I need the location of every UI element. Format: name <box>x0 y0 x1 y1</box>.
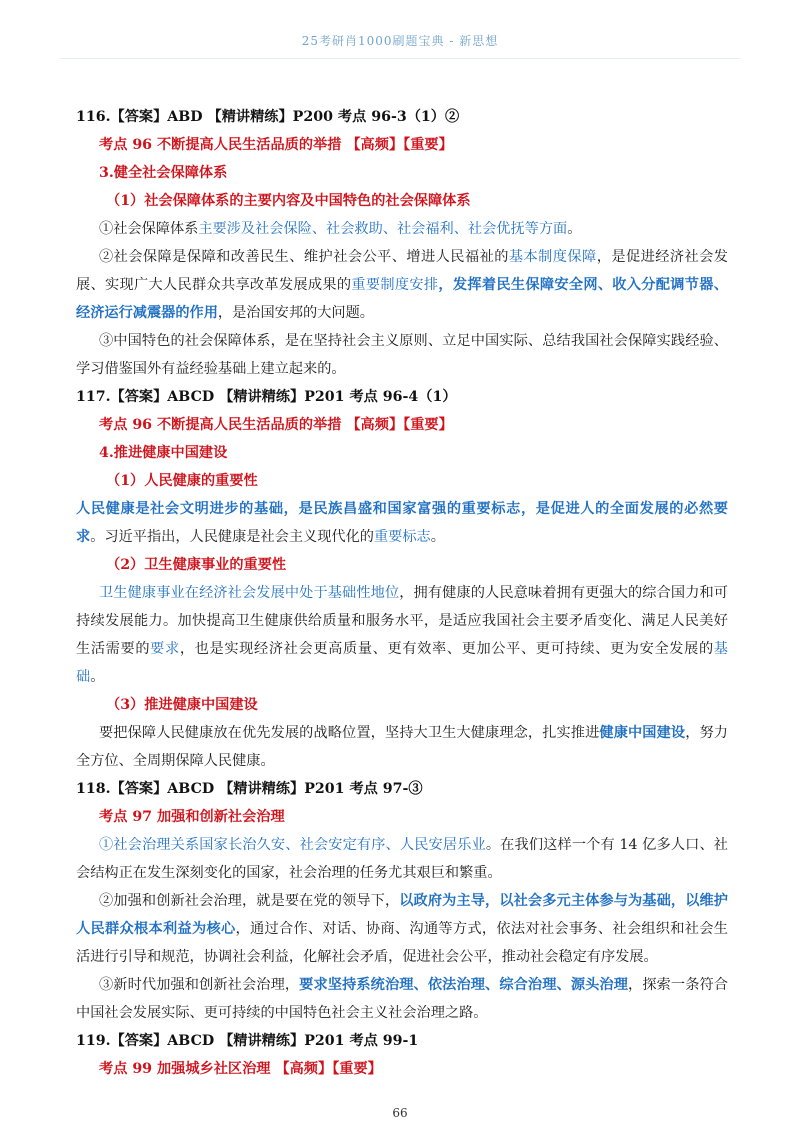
text: ，是促进经济社会发展、实现广大人民群众共享改革发展成果的 <box>76 249 728 293</box>
paragraph <box>76 887 728 971</box>
highlight-text: 健康中国建设 <box>599 725 686 741</box>
highlight-text: 基本制度保障 <box>508 249 597 265</box>
text: ①社会保障体系 <box>99 221 199 237</box>
text: ，是治国安邦的大问题。 <box>217 305 374 321</box>
text: ，努力全方位、全周期保障人民健康。 <box>76 725 728 769</box>
paragraph <box>76 243 728 327</box>
kaodian-97-title: 考点 97 加强和创新社会治理 <box>99 809 285 825</box>
section-title: 3.健全社会保障体系 <box>99 165 228 181</box>
paragraph: ③中国特色的社会保障体系，是在坚持社会主义原则、立足中国实际、总结我国社会保障实践经验、学习借鉴国外有益经验基础上建立起来的。 <box>76 333 728 377</box>
subsection-title: （2）卫生健康事业的重要性 <box>106 557 287 573</box>
paragraph <box>76 971 728 1027</box>
subsection-title: （1）社会保障体系的主要内容及中国特色的社会保障体系 <box>106 193 471 209</box>
answer-118-heading: 118.【答案】ABCD 【精讲精练】P201 考点 97-③ <box>76 781 423 797</box>
paragraph <box>76 719 728 775</box>
answer-116-heading: 116.【答案】ABD 【精讲精练】P200 考点 96-3（1）② <box>76 109 460 125</box>
answer-119-heading: 119.【答案】ABCD 【精讲精练】P201 考点 99-1 <box>76 1033 419 1049</box>
highlight-text: 以政府为主导，以社会多元主体参与为基础，以维护人民群众根本利益为核心 <box>76 893 728 937</box>
highlight-text: 人民健康是社会文明进步的基础，是民族昌盛和国家富强的重要标志，是促进人的全面发展的必然要求 <box>76 501 728 545</box>
page-header: 25考研肖1000刷题宝典 - 新思想 <box>301 34 499 48</box>
highlight-text: ，发挥着民生保障安全网、收入分配调节器、经济运行减震器的作用 <box>76 277 728 321</box>
highlight-text: 主要涉及社会保险、社会救助、社会福利、社会优抚等方面 <box>198 221 568 237</box>
text: 。 <box>567 221 582 237</box>
text: 要把保障人民健康放在优先发展的战略位置，坚持大卫生大健康理念，扎实推进 <box>99 725 600 741</box>
text: ③新时代加强和创新社会治理， <box>99 977 300 993</box>
answer-content <box>76 103 728 1083</box>
kaodian-99-title: 考点 99 加强城乡社区治理 【高频】【重要】 <box>99 1061 382 1077</box>
header-divider <box>60 58 740 59</box>
text: ，拥有健康的人民意味着拥有更强大的综合国力和可持续发展能力。加快提高卫生健康供给质量和服务水平，是适应我国社会主要矛盾变化、满足人民美好生活需要的 <box>76 585 728 657</box>
highlight-text: ①社会治理关系国家长治久安、社会安定有序、人民安居乐业 <box>99 837 486 853</box>
highlight-text: 卫生健康事业在经济社会发展中处于基础性地位 <box>99 585 400 601</box>
paragraph <box>76 831 728 887</box>
text: ②加强和创新社会治理，就是要在党的领导下， <box>99 893 400 909</box>
subsection-title: （1）人民健康的重要性 <box>106 473 258 489</box>
text: ，探索一条符合中国社会发展实际、更可持续的中国特色社会主义社会治理之路。 <box>76 977 728 1021</box>
text: ，也是实现经济社会更高质量、更有效率、更加公平、更可持续、更为安全发展的 <box>179 641 714 657</box>
text: ，通过合作、对话、协商、沟通等方式，依法对社会事务、社会组织和社会生活进行引导和规范，协调社会利益，化解社会矛盾，促进社会公平，推动社会稳定有序发展。 <box>76 921 728 965</box>
kaodian-96-title: 考点 96 不断提高人民生活品质的举措 【高频】【重要】 <box>99 417 453 433</box>
highlight-text: 基础 <box>76 641 728 685</box>
highlight-text: 要求 <box>150 641 180 657</box>
text: 。 <box>430 529 445 545</box>
subsection-title: （3）推进健康中国建设 <box>106 697 258 713</box>
paragraph <box>76 495 728 551</box>
answer-117-heading: 117.【答案】ABCD 【精讲精练】P201 考点 96-4（1） <box>76 389 457 405</box>
text: 。在我们这样一个有 14 亿多人口、社会结构正在发生深刻变化的国家，社会治理的任务尤其艰巨和繁重。 <box>76 837 728 881</box>
highlight-text: 重要标志 <box>373 529 431 545</box>
page-number: 66 <box>392 1106 408 1120</box>
text: 。 <box>90 669 105 685</box>
text: 。习近平指出，人民健康是社会主义现代化的 <box>90 529 374 545</box>
highlight-text: 重要制度安排 <box>351 277 439 293</box>
highlight-text: 要求坚持系统治理、依法治理、综合治理、源头治理 <box>299 977 629 993</box>
section-title: 4.推进健康中国建设 <box>99 445 228 461</box>
text: ②社会保障是保障和改善民生、维护社会公平、增进人民福祉的 <box>99 249 509 265</box>
kaodian-96-title: 考点 96 不断提高人民生活品质的举措 【高频】【重要】 <box>99 137 453 153</box>
paragraph <box>76 215 728 243</box>
paragraph <box>76 579 728 691</box>
